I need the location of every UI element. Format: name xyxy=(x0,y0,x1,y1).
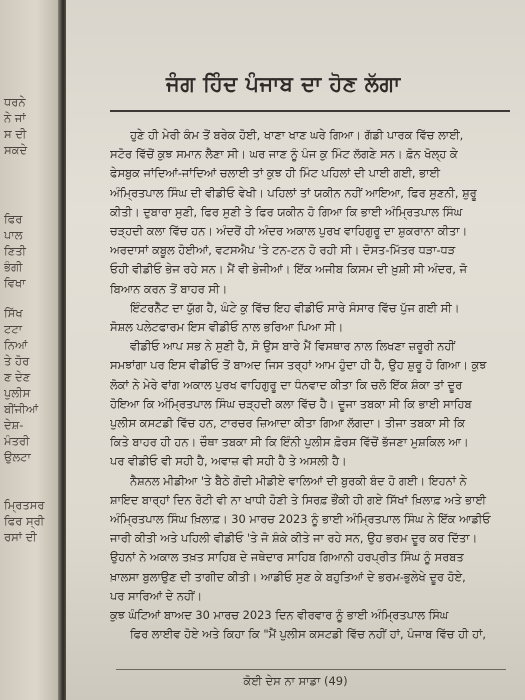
body-text-line: ਹੋਇਆ ਕਿ ਅੰਮ੍ਰਿਤਪਾਲ ਸਿੰਘ ਚੜ੍ਹਦੀ ਕਲਾ ਵਿੱਚ ਹੈ। ਦੂਜਾ ਤਬਕਾ ਸੀ ਕਿ ਭਾਈ ਸਾਹਿਬ xyxy=(110,396,472,411)
left-page-fragment: ਪਾਲ xyxy=(4,228,23,242)
body-text-line: ਲੋਕਾਂ ਨੇ ਮੇਰੇ ਵਾਂਗ ਅਕਾਲ ਪੁਰਖ ਵਾਹਿਗੁਰੂ ਦਾ ਧੰਨਵਾਦ ਕੀਤਾ ਕਿ ਚਲੋ ਇੱਕ ਸ਼ੰਕਾ ਤਾਂ ਦੂਰ xyxy=(110,377,463,392)
left-page-fragment: ਸਿੱਖ xyxy=(4,306,23,320)
body-text-line: ਅੰਮ੍ਰਿਤਪਾਲ ਸਿੰਘ ਦੀ ਵੀਡੀਓ ਵੇਖੀ। ਪਹਿਲਾਂ ਤਾਂ ਯਕੀਨ ਨਹੀਂ ਆਇਆ, ਫਿਰ ਸੁਣਨੀ, ਸ਼ੁਰੂ xyxy=(110,185,477,200)
left-page-fragment: ਭੰਗੀ xyxy=(4,260,23,274)
left-page-fragment: ਵਿਖਾ xyxy=(4,276,26,290)
body-text-line: ਪਰ ਵੀਡੀਓ ਵੀ ਸਹੀ ਹੈ, ਅਵਾਜ਼ ਵੀ ਸਹੀ ਹੈ ਤੇ ਅਸਲੀ ਹੈ। xyxy=(110,454,347,469)
left-page-fragment: ਸ ਦੀ xyxy=(4,127,27,141)
left-page-fragment: ਮੰਤਰੀ xyxy=(4,434,30,448)
left-page-fragment: ਦੇਸ਼- xyxy=(4,418,24,432)
body-text-line: ਸੋਸ਼ਲ ਪਲੇਟਫਾਰਮ ਇਸ ਵੀਡੀਓ ਨਾਲ ਭਰਿਆ ਪਿਆ ਸੀ। xyxy=(110,320,344,334)
body-text-line: ਓਹੀ ਵੀਡੀਓ ਭੇਜ ਰਹੇ ਸਨ। ਮੈਂ ਵੀ ਭੇਜੀਆਂ। ਇੱਕ ਅਜੀਬ ਕਿਸਮ ਦੀ ਖ਼ੁਸ਼ੀ ਸੀ ਅੰਦਰ, ਜੋ xyxy=(110,262,467,277)
left-page-fragment: ਧਰਨੇ xyxy=(4,95,26,109)
body-text-line: ਪਰ ਸਾਰਿਆਂ ਦੇ ਨਹੀਂ। xyxy=(110,588,203,603)
body-text-line: ਫਿਰ ਲਾਈਵ ਹੋਏ ਅਤੇ ਕਿਹਾ ਕਿ "ਮੈਂ ਪੁਲੀਸ ਕਸਟਡੀ ਵਿੱਚ ਨਹੀਂ ਹਾਂ, ਪੰਜਾਬ ਵਿੱਚ ਹੀ ਹਾਂ, xyxy=(130,627,486,642)
chapter-title: ਜੰਗ ਹਿੰਦ ਪੰਜਾਬ ਦਾ ਹੋਣ ਲੱਗਾ xyxy=(166,72,401,96)
left-page-fragment: ਸਕਦੇ xyxy=(4,143,28,157)
left-page-fragment: ਨਿਆਂ xyxy=(4,338,28,352)
body-text-line: ਹੁਣੇ ਹੀ ਮੇਰੀ ਕੰਮ ਤੋਂ ਬਰੇਕ ਹੋਈ, ਖਾਣਾ ਖਾਣ ਘਰੇ ਗਿਆ। ਗੱਡੀ ਪਾਰਕ ਵਿੱਚ ਲਾਈ, xyxy=(130,128,464,142)
body-text-line: ਖ਼ਾਲਸਾ ਬੁਲਾਉਣ ਦੀ ਤਾਗੀਦ ਕੀਤੀ। ਆਡੀਓ ਸੁਣ ਕੇ ਬਹੁਤਿਆਂ ਦੇ ਭਰਮ-ਭੁਲੇਖੇ ਦੂਰ ਹੋਏ, xyxy=(110,569,466,584)
body-text-line: ਅਰਦਾਸਾਂ ਕਬੂਲ ਹੋਈਆਂ, ਵਟਸਐਪ 'ਤੇ ਟਨ-ਟਨ ਹੋ ਰਹੀ ਸੀ। ਦੋਸਤ-ਮਿੱਤਰ ਧੜਾ-ਧੜ xyxy=(110,243,456,258)
body-text-line: ਵੀਡੀਓ ਆਪ ਸਭ ਨੇ ਸੁਣੀ ਹੈ, ਸੋ ਉਸ ਬਾਰੇ ਮੈਂ ਵਿਸਥਾਰ ਨਾਲ ਲਿਖਣਾ ਜ਼ਰੂਰੀ ਨਹੀਂ xyxy=(130,339,455,354)
body-text-line: ਅੰਮ੍ਰਿਤਪਾਲ ਸਿੰਘ ਖ਼ਿਲਾਫ਼। 30 ਮਾਰਚ 2023 ਨੂੰ ਭਾਈ ਅੰਮ੍ਰਿਤਪਾਲ ਸਿੰਘ ਨੇ ਇੱਕ ਆਡੀਓ xyxy=(110,512,491,526)
left-page xyxy=(0,0,60,700)
body-text-line: ਬਿਆਨ ਕਰਨ ਤੋਂ ਬਾਹਰ ਸੀ। xyxy=(110,281,228,296)
body-text-line: ਇੰਟਰਨੈੱਟ ਦਾ ਯੁੱਗ ਹੈ, ਘੰਟੇ ਕੁ ਵਿੱਚ ਇਹ ਵੀਡੀਓ ਸਾਰੇ ਸੰਸਾਰ ਵਿੱਚ ਪੁੱਜ ਗਈ ਸੀ। xyxy=(130,300,460,315)
left-page-fragment: ਣਿਤੀ xyxy=(4,244,27,258)
body-text-line: ਜਾਰੀ ਕੀਤੀ ਅਤੇ ਪਹਿਲੀ ਵੀਡੀਓ 'ਤੇ ਜੋ ਸ਼ੰਕੇ ਕੀਤੇ ਜਾ ਰਹੇ ਸਨ, ਉਹ ਭਰਮ ਦੂਰ ਕਰ ਦਿੱਤਾ। xyxy=(110,531,478,546)
left-page-fragment: ਤੇ ਹੋਰ xyxy=(4,354,30,368)
body-text-line: ਨੈਸ਼ਨਲ ਮੀਡੀਆ 'ਤੇ ਬੈਠੇ ਗੋਦੀ ਮੀਡੀਏ ਵਾਲਿਆਂ ਦੀ ਬੁਰਕੀ ਬੰਦ ਹੋ ਗਈ। ਇਹਨਾਂ ਨੇ xyxy=(130,473,467,488)
body-text-line: ਸਟੋਰ ਵਿੱਚੋਂ ਕੁਝ ਸਮਾਨ ਲੈਣਾ ਸੀ। ਘਰ ਜਾਣ ਨੂੰ ਪੰਜ ਕੁ ਮਿੰਟ ਲੱਗਣੇ ਸਨ। ਫ਼ੋਨ ਖੋਲ੍ਹ ਕੇ xyxy=(110,147,458,162)
body-text-line: ਚੜ੍ਹਦੀ ਕਲਾ ਵਿੱਚ ਹਨ। ਅੰਦਰੋਂ ਹੀ ਅੰਦਰ ਅਕਾਲ ਪੁਰਖ ਵਾਹਿਗੁਰੂ ਦਾ ਸ਼ੁਕਰਾਨਾ ਕੀਤਾ। xyxy=(110,224,468,238)
right-page xyxy=(66,0,525,700)
body-text-line: ਸ਼ਾਇਦ ਬਾਰ੍ਹਾਂ ਦਿਨ ਰੋਟੀ ਵੀ ਨਾ ਖਾਧੀ ਹੋਣੀ ਤੇ ਸਿਰਫ਼ ਭੌਂਕੀ ਹੀ ਗਏ ਸਿੱਖਾਂ ਖ਼ਿਲਾਫ਼ ਅਤੇ ਭਾਈ xyxy=(110,492,486,507)
left-page-fragment: ਨੇ ਜਾਂ xyxy=(4,111,26,125)
body-text-line: ਕੁਝ ਘੰਟਿਆਂ ਬਾਅਦ 30 ਮਾਰਚ 2023 ਦਿਨ ਵੀਰਵਾਰ ਨੂੰ ਭਾਈ ਅੰਮ੍ਰਿਤਪਾਲ ਸਿੰਘ xyxy=(110,608,449,622)
left-page-fragment: ਰਸਾਂ ਦੀ xyxy=(4,530,37,544)
left-page-fragment: ਪੁਲੀਸ xyxy=(4,386,31,400)
body-text-line: ਫੇਸਬੁਕ ਜਾਂਦਿਆਂ-ਜਾਂਦਿਆਂ ਚਲਾਈ ਤਾਂ ਕੁਝ ਹੀ ਮਿੰਟ ਪਹਿਲਾਂ ਦੀ ਪਾਈ ਗਈ, ਭਾਈ xyxy=(110,166,440,181)
left-page-fragment: ਫਿਰ xyxy=(4,212,23,226)
left-page-fragment: ਫਿਰ ਸ੍ਰੀ xyxy=(4,514,45,528)
left-page-fragment: ਉਲਟਾ xyxy=(4,450,31,464)
page-footer: ਕੋਈ ਦੇਸ ਨਾ ਸਾਡਾ (49) xyxy=(243,674,348,688)
left-page-fragment: ਟਟਾ xyxy=(4,322,23,336)
body-text-line: ਕੀਤੀ। ਦੁਬਾਰਾ ਸੁਣੀ, ਫਿਰ ਸੁਣੀ ਤੇ ਫਿਰ ਯਕੀਨ ਹੋ ਗਿਆ ਕਿ ਭਾਈ ਅੰਮ੍ਰਿਤਪਾਲ ਸਿੰਘ xyxy=(110,204,463,219)
footer-rule xyxy=(116,669,506,670)
title-underline xyxy=(110,110,510,112)
body-text-line: ਉਹਨਾਂ ਨੇ ਅਕਾਲ ਤਖ਼ਤ ਸਾਹਿਬ ਦੇ ਜਥੇਦਾਰ ਸਾਹਿਬ ਗਿਆਨੀ ਹਰਪ੍ਰੀਤ ਸਿੰਘ ਨੂੰ ਸਰਬਤ xyxy=(110,550,464,565)
body-text-line: ਸਮਝਾਂਗਾ ਪਰ ਇਸ ਵੀਡੀਓ ਤੋਂ ਬਾਅਦ ਜਿਸ ਤਰ੍ਹਾਂ ਆਮ ਹੁੰਦਾ ਹੀ ਹੈ, ਉਹ ਸ਼ੁਰੂ ਹੋ ਗਿਆ। ਕੁਝ xyxy=(110,358,487,373)
left-page-fragment: ਬੀਂਜੀਆਂ xyxy=(4,402,39,416)
body-text-line: ਪੁਲੀਸ ਕਸਟਡੀ ਵਿੱਚ ਹਨ, ਟਾਰਚਰ ਜ਼ਿਆਦਾ ਕੀਤਾ ਗਿਆ ਲੱਗਦਾ। ਤੀਜਾ ਤਬਕਾ ਸੀ ਕਿ xyxy=(110,416,465,430)
left-page-fragment: ਣ ਦੇਣ xyxy=(4,370,31,384)
left-page-fragment: ਮ੍ਰਿਤਸਰ xyxy=(4,498,45,512)
body-text-line: ਕਿਤੇ ਬਾਹਰ ਹੀ ਹਨ। ਚੌਥਾ ਤਬਕਾ ਸੀ ਕਿ ਇੰਨੀ ਪੁਲੀਸ ਫ਼ੋਰਸ ਵਿੱਚੋਂ ਭੱਜਣਾ ਮੁਸ਼ਕਿਲ ਆ। xyxy=(110,435,469,450)
